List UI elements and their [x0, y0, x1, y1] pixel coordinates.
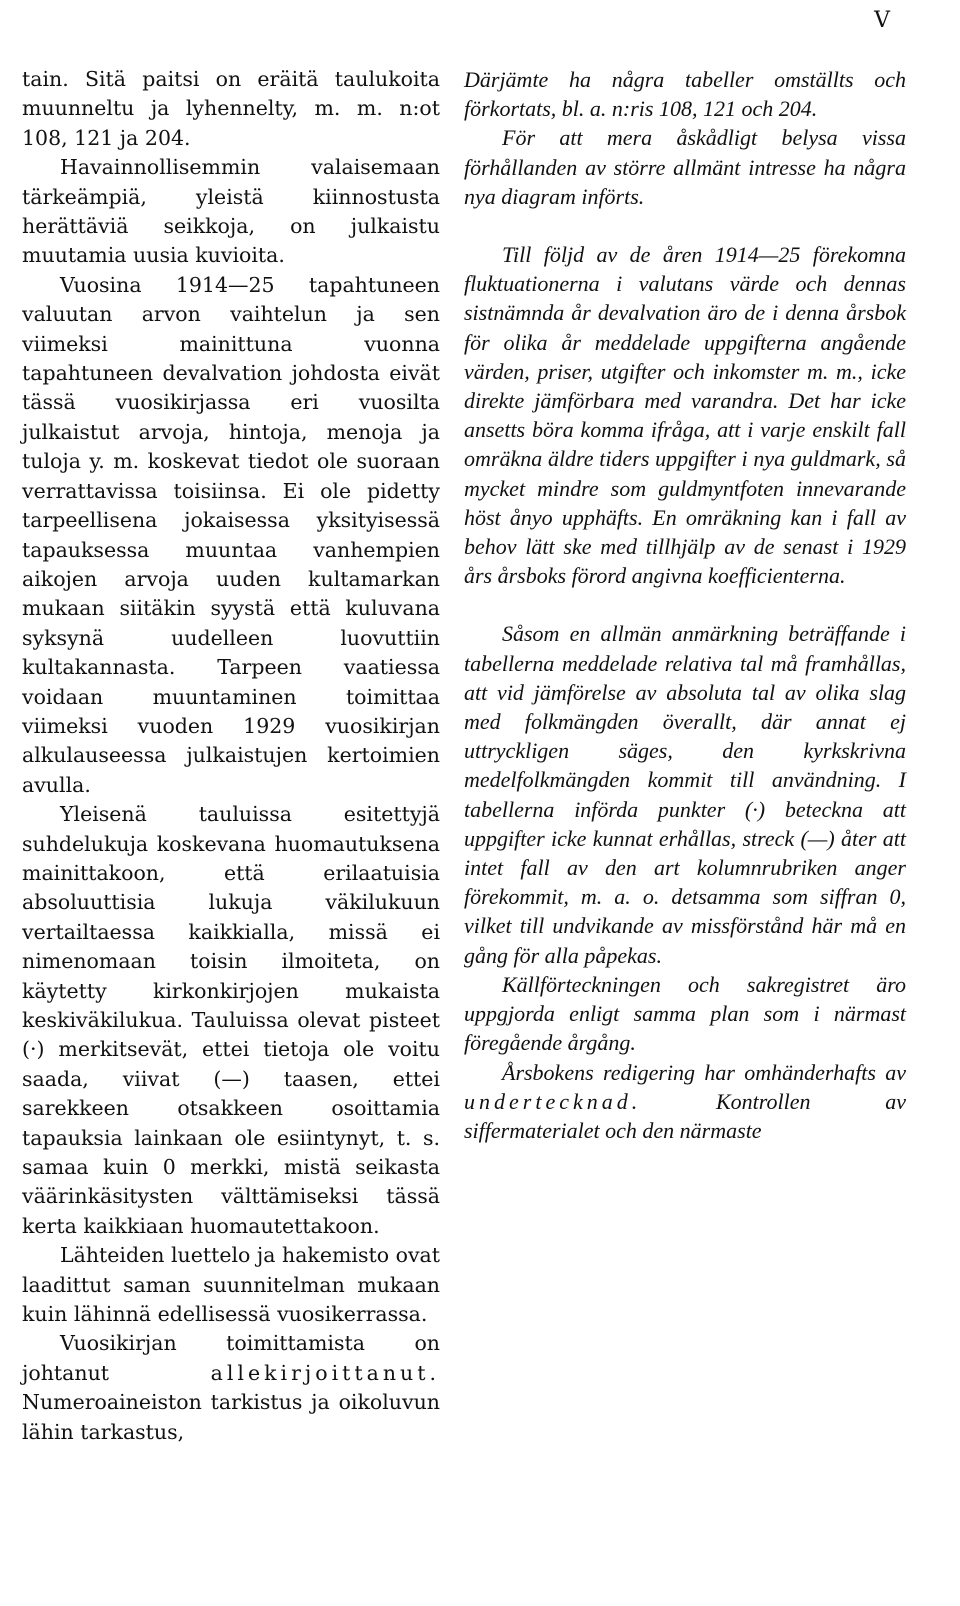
finnish-paragraph	[22, 1329, 440, 1447]
finnish-signature-word: allekirjoittanut.	[210, 1360, 440, 1385]
finnish-paragraph: Havainnollisemmin valaisemaan tärkeämpiä, yleistä kiinnostusta herättäviä seikkoja, on julkaistu muutamia uusia kuvioita.	[22, 155, 440, 268]
swedish-signature-word: undertecknad.	[464, 1088, 642, 1114]
finnish-paragraph: Vuosina 1914—25 tapahtuneen valuutan arvon vaihtelun ja sen viimeksi mainittuna vuonna tapahtuneen devalvation johdosta eivät tässä vuosikirjassa eri vuosilta julkaistut arvoja, hintoja, menoja ja tuloja y. m. koskevat tiedot ole suoraan verrattavissa toisiinsa. Ei ole pidetty tarpeellisena jokaisessa yksityisessä tapauksessa muuntaa vanhempien aikojen arvoja uuden kultamarkan mukaan siitäkin syystä että kuluvana syksynä uudelleen luovuttiin kultakannasta. Tarpeen vaatiessa voidaan muuntaminen toimittaa viimeksi vuoden 1929 vuosikirjan alkulauseessa julkaistujen kertoimien avulla.	[22, 272, 440, 797]
paragraph-gap	[464, 211, 906, 240]
finnish-text: Numeroaineiston tarkistus ja oikoluvun lähin tarkastus,	[22, 1390, 440, 1444]
swedish-paragraph	[464, 1058, 906, 1146]
paragraph-gap	[464, 590, 906, 619]
finnish-column	[22, 65, 440, 1447]
finnish-paragraph: Yleisenä tauluissa esitettyjä suhdelukuja koskevana huomautuksena mainittakoon, että erilaatuisia absoluuttisia lukuja väkilukuun vertailtaessa kaikkialla, missä ei nimenomaan toisin ilmoiteta, on käytetty kirkonkirjojen mukaista keskiväkilukua. Tauluissa olevat pisteet (·) merkitsevät, ettei tietoja ole voitu saada, viivat (—) taasen, ettei sarekkeen otsakkeen osoittamia tapauksia lainkaan ole esiintynyt, t. s. samaa kuin 0 merkki, mistä seikasta väärinkäsitysten välttämiseksi tässä kerta kaikkiaan huomautettakoon.	[22, 802, 440, 1238]
swedish-paragraph: För att mera åskådligt belysa vissa förhållanden av större allmänt intresse ha några nya diagram införts.	[464, 125, 906, 209]
swedish-paragraph: Såsom en allmän anmärkning beträffande i tabellerna meddelade relativa tal må framhållas, att vid jämförelse av absoluta tal av olika slag med folkmängden överallt, där annat ej uttryckligen säges, den kyrkskrivna medelfolkmängden kommit till användning. I tabellerna införda punkter (·) beteckna att uppgifter icke kunnat erhållas, streck (—) åter att intet fall av den art kolumnrubriken anger förekommit, m. a. o. detsamma som siffran 0, vilket till undvikande av missförstånd här må en gång för alla påpekas.	[464, 621, 906, 968]
swedish-column	[464, 65, 906, 1145]
finnish-paragraph: tain. Sitä paitsi on eräitä taulukoita muunneltu ja lyhennelty, m. m. n:ot 108, 121 ja 204.	[22, 67, 440, 150]
swedish-paragraph: Därjämte ha några tabeller omställts och förkortats, bl. a. n:ris 108, 121 och 204.	[464, 67, 906, 122]
swedish-paragraph: Källförteckningen och sakregistret äro uppgjorda enligt samma plan som i närmast föregående årgång.	[464, 971, 906, 1056]
swedish-text: Årsbokens redigering har omhänderhafts av	[502, 1059, 906, 1085]
swedish-paragraph: Till följd av de åren 1914—25 förekomna fluktuationerna i valutans värde och dennas sistnämnda år devalvation äro de i denna årsbok för olika år meddelade uppgifterna angående värden, priser, utgifter och inkomster m. m., icke direkte jämförbara med varandra. Det har icke ansetts böra komma ifråga, att i varje enskilt fall omräkna äldre tiders uppgifter i nya guldmark, så mycket mindre som guldmyntfoten innevarande höst ånyo upphäfts. En omräkning kan i fall av behov lätt ske med tillhjälp av de senast i 1929 års årsboks förord angivna koefficienterna.	[464, 242, 906, 589]
finnish-paragraph: Lähteiden luettelo ja hakemisto ovat laadittut saman suunnitelman mukaan kuin lähinnä edellisessä vuosikerrassa.	[22, 1243, 440, 1327]
page-number: V	[874, 8, 890, 33]
swedish-text: Kontrollen av siffermaterialet och den närmaste	[464, 1088, 906, 1143]
finnish-text: Vuosikirjan toimittamista on johtanut	[22, 1331, 440, 1385]
